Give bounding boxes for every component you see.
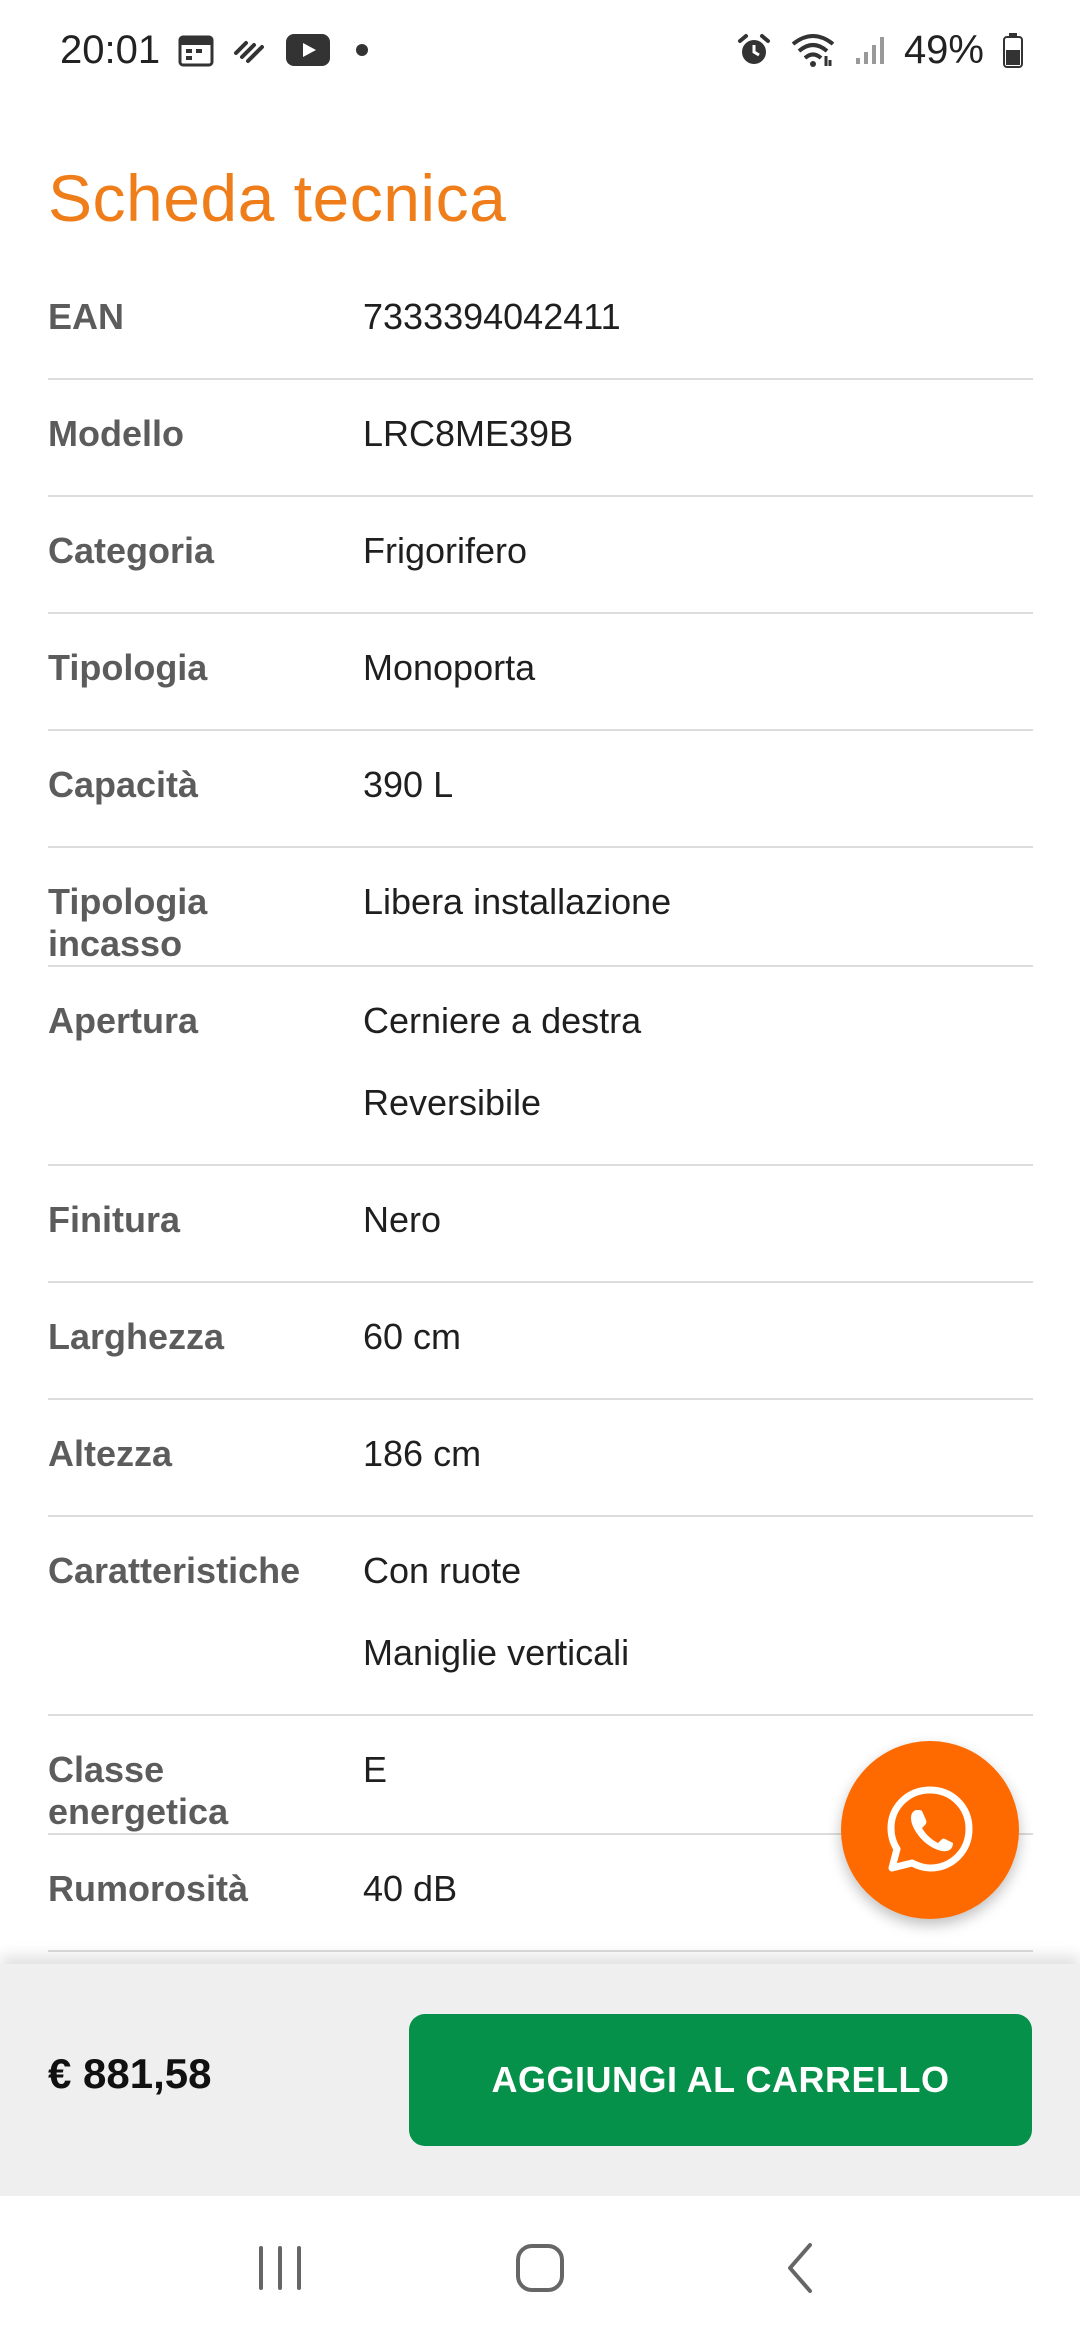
spec-label: Tipologia xyxy=(48,647,208,688)
home-icon xyxy=(514,2242,566,2294)
spec-row xyxy=(48,1283,1033,1400)
spec-value: Monoporta xyxy=(363,647,536,688)
page-title: Scheda tecnica xyxy=(48,161,507,235)
spec-values xyxy=(363,881,1033,965)
spec-value: 186 cm xyxy=(363,1433,482,1474)
whatsapp-button[interactable] xyxy=(841,1741,1019,1919)
spec-value: 60 cm xyxy=(363,1316,462,1357)
spec-values xyxy=(363,1199,1033,1281)
dot-icon xyxy=(356,44,368,56)
spec-value: Maniglie verticali xyxy=(363,1632,630,1673)
recent-apps-button[interactable] xyxy=(220,2218,340,2318)
spec-values xyxy=(363,764,1033,846)
spec-value: Frigorifero xyxy=(363,530,528,571)
spec-row xyxy=(48,1400,1033,1517)
spec-values xyxy=(363,413,1033,495)
spec-label: Classe energetica xyxy=(48,1749,229,1832)
spec-row xyxy=(48,1166,1033,1283)
spec-values xyxy=(363,647,1033,729)
status-right xyxy=(736,28,1024,73)
spec-row xyxy=(48,614,1033,731)
spec-row xyxy=(48,967,1033,1166)
back-button[interactable] xyxy=(740,2218,860,2318)
spec-value: Nero xyxy=(363,1199,442,1240)
spec-value: Cerniere a destra xyxy=(363,1000,642,1041)
spec-values xyxy=(363,1550,1033,1714)
spec-label: Rumorosità xyxy=(48,1868,249,1909)
add-to-cart-button[interactable]: AGGIUNGI AL CARRELLO xyxy=(409,2014,1032,2146)
spec-value: Reversibile xyxy=(363,1082,542,1123)
spec-row xyxy=(48,1517,1033,1716)
notification-icon xyxy=(232,35,268,65)
status-bar xyxy=(0,0,1080,100)
status-time: 20:01 xyxy=(60,27,161,72)
spec-label: EAN xyxy=(48,296,125,337)
battery-icon xyxy=(1002,32,1024,68)
spec-value: LRC8ME39B xyxy=(363,413,574,454)
spec-label: Larghezza xyxy=(48,1316,225,1357)
purchase-bar xyxy=(0,1964,1080,2196)
recent-apps-icon xyxy=(255,2244,305,2292)
signal-icon xyxy=(854,34,886,66)
spec-label: Caratteristiche xyxy=(48,1550,301,1591)
spec-label: Altezza xyxy=(48,1433,173,1474)
spec-row xyxy=(48,263,1033,380)
spec-values xyxy=(363,1433,1033,1515)
spec-values xyxy=(363,296,1033,378)
spec-values xyxy=(363,530,1033,612)
spec-label: Apertura xyxy=(48,1000,199,1041)
back-icon xyxy=(782,2241,818,2295)
spec-row xyxy=(48,497,1033,614)
spec-row xyxy=(48,731,1033,848)
alarm-icon xyxy=(736,32,772,68)
youtube-icon xyxy=(286,34,330,66)
spec-row xyxy=(48,380,1033,497)
calendar-icon xyxy=(178,33,214,67)
wifi-icon xyxy=(790,32,836,68)
battery-percent: 49% xyxy=(903,27,984,72)
whatsapp-icon xyxy=(882,1782,978,1878)
spec-value: Libera installazione xyxy=(363,881,672,922)
spec-value: 7333394042411 xyxy=(363,296,621,337)
spec-label: Capacità xyxy=(48,764,199,805)
spec-label: Modello xyxy=(48,413,184,454)
spec-label: Tipologia incasso xyxy=(48,881,208,964)
spec-values xyxy=(363,1000,1033,1164)
spec-value: 40 dB xyxy=(363,1868,458,1909)
system-nav-bar xyxy=(0,2196,1080,2340)
status-left xyxy=(60,28,368,73)
spec-row xyxy=(48,848,1033,967)
home-button[interactable] xyxy=(480,2218,600,2318)
spec-label: Categoria xyxy=(48,530,215,571)
spec-value: 390 L xyxy=(363,764,454,805)
spec-values xyxy=(363,1316,1033,1398)
spec-value: Con ruote xyxy=(363,1550,522,1591)
spec-value: E xyxy=(363,1749,388,1790)
spec-label: Finitura xyxy=(48,1199,180,1240)
product-price: € 881,58 xyxy=(48,2050,212,2097)
